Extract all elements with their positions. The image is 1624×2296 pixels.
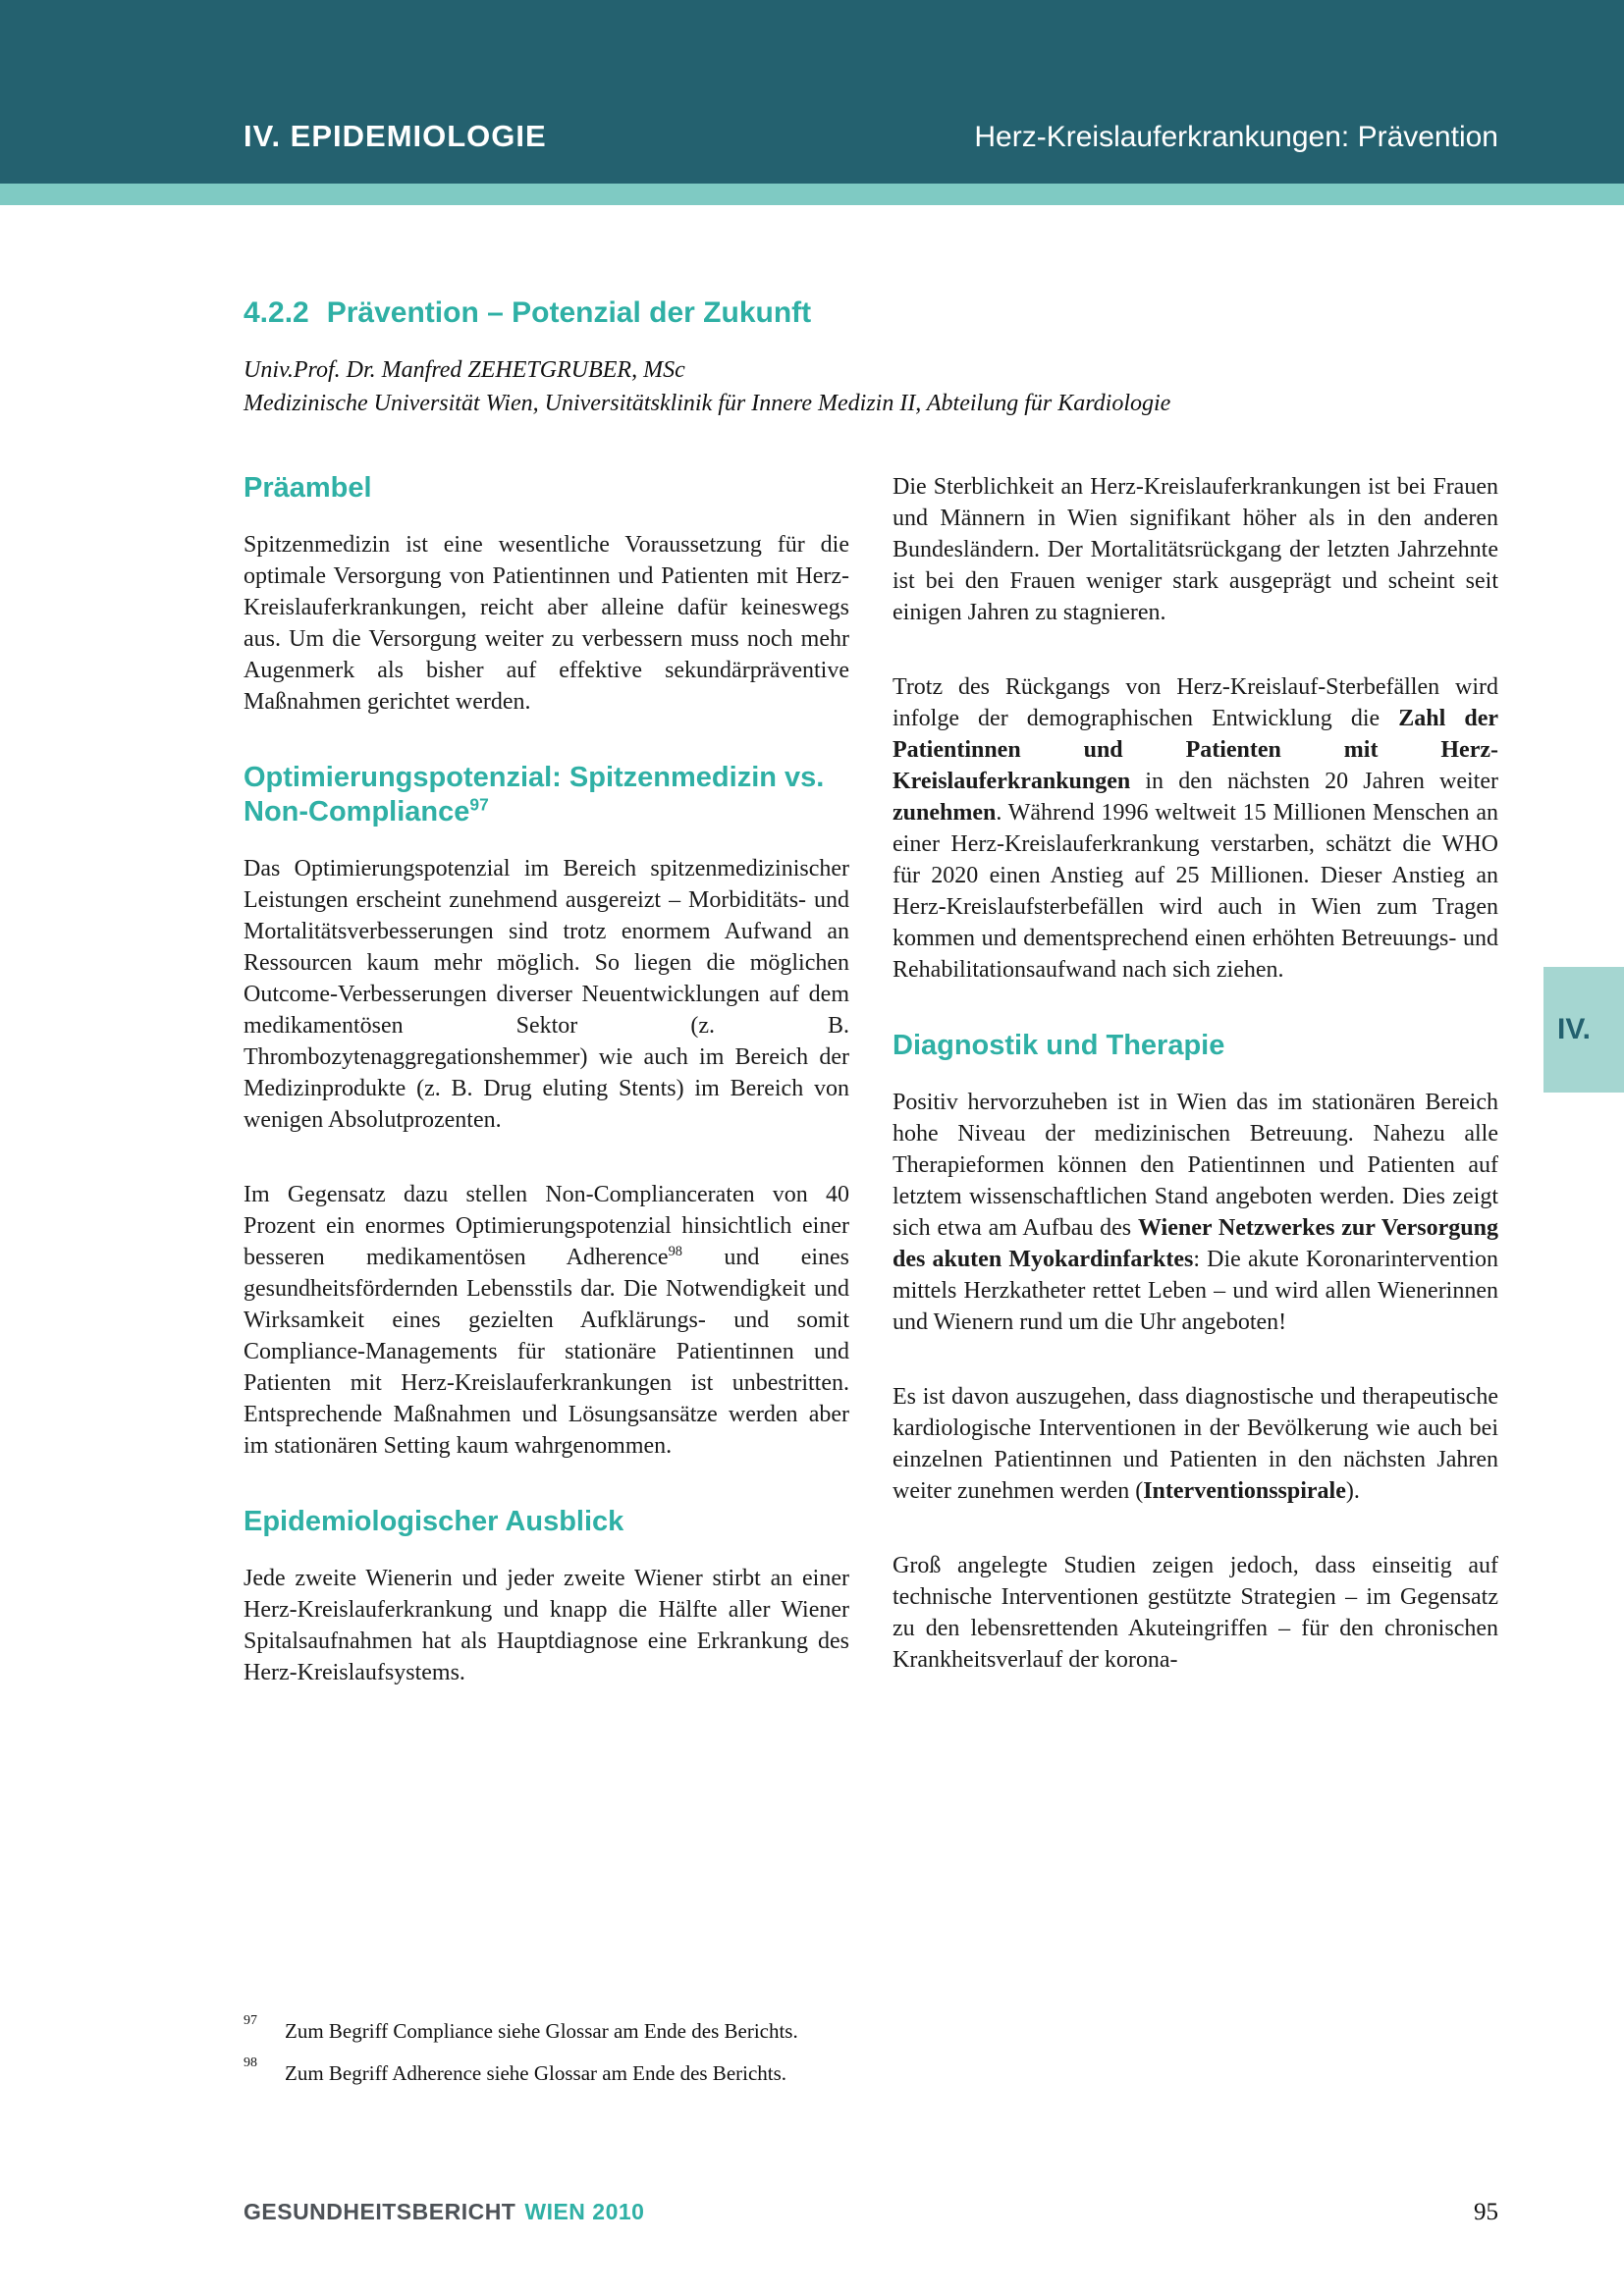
paragraph	[893, 671, 1498, 986]
bold-text-segment: zunehmen	[893, 800, 997, 826]
text-segment: : Die akute Koronarintervention mittels Herzkatheter rettet Leben – und wird allen Wienerinnen und Wienern rund um die Uhr angeboten!	[893, 1247, 1498, 1335]
footnote-ref: 97	[469, 794, 489, 815]
text-segment: Optimierungspotenzial: Spitzenmedizin vs. Non-Compliance	[244, 762, 825, 828]
footnote-text: Zum Begriff Adherence siehe Glossar am Ende des Berichts.	[285, 2061, 787, 2085]
header-section-label: IV. EPIDEMIOLOGIE	[244, 119, 547, 153]
text-segment: Spitzenmedizin ist eine wesentliche Voraussetzung für die optimale Versorgung von Patientinnen und Patienten mit Herz-Kreislauferkrankungen, reicht aber alleine dafür keineswegs aus. Um die Versorgung weiter zu verbessern muss noch mehr Augenmerk als bisher auf effektive sekundärpräventive Maßnahmen gerichtet werden.	[244, 532, 849, 715]
author-line: Univ.Prof. Dr. Manfred ZEHETGRUBER, MSc	[244, 357, 685, 383]
bold-text-segment: Interventionsspirale	[1143, 1478, 1346, 1504]
text-segment: Diagnostik und Therapie	[893, 1030, 1225, 1061]
text-segment: und eines gesundheitsfördernden Lebensstils dar. Die Notwendigkeit und Wirksamkeit eines gezielten Aufklärungs- und somit Compliance-Managements für stationäre Patientinnen und Patienten mit Herz-Kreislauferkrankungen ist unbestritten. Entsprechende Maßnahmen und Lösungsansätze werden aber im stationären Setting kaum wahrgenommen.	[244, 1245, 849, 1459]
footnote-text: Zum Begriff Compliance siehe Glossar am Ende des Berichts.	[285, 2019, 798, 2043]
text-segment: Die Sterblichkeit an Herz-Kreislauferkrankungen ist bei Frauen und Männern in Wien signifikant höher als in den anderen Bundesländern. Der Mortalitätsrückgang der letzten Jahrzehnte ist bei den Frauen weniger stark ausgeprägt und scheint seit einigen Jahren zu stagnieren.	[893, 474, 1498, 625]
page-header	[0, 0, 1624, 184]
text-segment: Im Gegensatz dazu stellen Non-Complianceraten von 40 Prozent ein enormes Optimierungspotenzial hinsichtlich einer besseren medikamentösen Adherence	[244, 1182, 849, 1270]
article-title-text: Prävention – Potenzial der Zukunft	[326, 296, 812, 329]
paragraph	[893, 1087, 1498, 1338]
footnote-number: 97	[244, 2013, 257, 2028]
footnote-ref: 98	[668, 1244, 682, 1259]
report-name: GESUNDHEITSBERICHT	[244, 2199, 516, 2224]
paragraph	[244, 1179, 849, 1462]
footnote	[244, 2013, 892, 2045]
text-segment: in den nächsten 20 Jahren weiter	[1130, 769, 1498, 794]
page-number: 95	[1474, 2199, 1498, 2225]
side-tab-label: IV.	[1557, 1013, 1591, 1045]
section-heading	[244, 761, 849, 829]
section-heading	[244, 471, 849, 506]
text-segment: Groß angelegte Studien zeigen jedoch, dass einseitig auf technische Interventionen gestützte Strategien – im Gegensatz zu den lebensrettenden Akuteingriffen – für den chronischen Krankheitsverlauf der korona-	[893, 1553, 1498, 1673]
article	[244, 296, 1498, 1688]
section-heading	[244, 1505, 849, 1539]
text-segment: Präambel	[244, 472, 372, 504]
text-segment: ).	[1345, 1478, 1360, 1504]
text-segment: Trotz des Rückgangs von Herz-Kreislauf-Sterbefällen wird infolge der demographischen Entwicklung die	[893, 674, 1498, 731]
paragraph	[244, 529, 849, 718]
chapter-side-tab	[1543, 967, 1624, 1093]
bold-text-segment: Wiener Netzwerkes zur Versorgung des akuten Myokardinfarktes	[893, 1215, 1498, 1272]
paragraph	[244, 853, 849, 1136]
footnote	[244, 2056, 892, 2087]
paragraph	[244, 1563, 849, 1688]
section-heading	[893, 1029, 1498, 1063]
bold-text-segment: Zahl der Patientinnen und Patienten mit Herz-Kreislauferkrankungen	[893, 706, 1498, 794]
paragraph	[893, 1550, 1498, 1676]
report-edition: WIEN 2010	[524, 2199, 645, 2224]
two-column-layout	[244, 471, 1498, 1688]
text-segment: . Während 1996 weltweit 15 Millionen Menschen an einer Herz-Kreislauferkrankung verstarben, schätzt die WHO für 2020 einen Anstieg auf 25 Millionen. Dieser Anstieg an Herz-Kreislaufsterbefällen wird auch in Wien zum Tragen kommen und dementsprechend einen erhöhten Betreuungs- und Rehabilitationsaufwand nach sich ziehen.	[893, 800, 1498, 983]
header-accent-strip	[0, 184, 1624, 205]
left-column	[244, 471, 849, 1688]
text-segment: Es ist davon auszugehen, dass diagnostische und therapeutische kardiologische Interventionen in der Bevölkerung wie auch bei einzelnen Patientinnen und Patienten in den nächsten Jahren weiter zunehmen werden (	[893, 1384, 1498, 1504]
affiliation-line: Medizinische Universität Wien, Universitätsklinik für Innere Medizin II, Abteilung für Kardiologie	[244, 391, 1171, 416]
footnotes	[244, 2013, 892, 2103]
header-chapter-title: Herz-Kreislauferkrankungen: Prävention	[974, 121, 1498, 153]
report-title	[244, 2199, 644, 2225]
paragraph	[893, 471, 1498, 628]
article-number: 4.2.2	[244, 296, 309, 329]
text-segment: Epidemiologischer Ausblick	[244, 1506, 624, 1537]
right-column	[893, 471, 1498, 1688]
footnote-number: 98	[244, 2056, 257, 2070]
text-segment: Das Optimierungspotenzial im Bereich spitzenmedizinischer Leistungen erscheint zunehmend ausgereizt – Morbiditäts- und Mortalitätsverbesserungen sind trotz enormem Aufwand an Ressourcen kaum mehr möglich. So liegen die möglichen Outcome-Verbesserungen diverser Neuentwicklungen auf dem medikamentösen Sektor (z. B. Thrombozytenaggregationshemmer) wie auch im Bereich der Medizinprodukte (z. B. Drug eluting Stents) im Bereich von wenigen Absolutprozenten.	[244, 856, 849, 1133]
paragraph	[893, 1381, 1498, 1507]
page-footer	[244, 2199, 1498, 2226]
text-segment: Jede zweite Wienerin und jeder zweite Wiener stirbt an einer Herz-Kreislauferkrankung und knapp die Hälfte aller Wiener Spitalsaufnahmen hat als Hauptdiagnose eine Erkrankung des Herz-Kreislaufsystems.	[244, 1566, 849, 1685]
article-title	[244, 296, 1498, 330]
text-segment: Positiv hervorzuheben ist in Wien das im stationären Bereich hohe Niveau der medizinischen Betreuung. Nahezu alle Therapieformen können den Patientinnen und Patienten auf letztem wissenschaftlichen Stand angeboten werden. Dies zeigt sich etwa am Aufbau des	[893, 1090, 1498, 1241]
